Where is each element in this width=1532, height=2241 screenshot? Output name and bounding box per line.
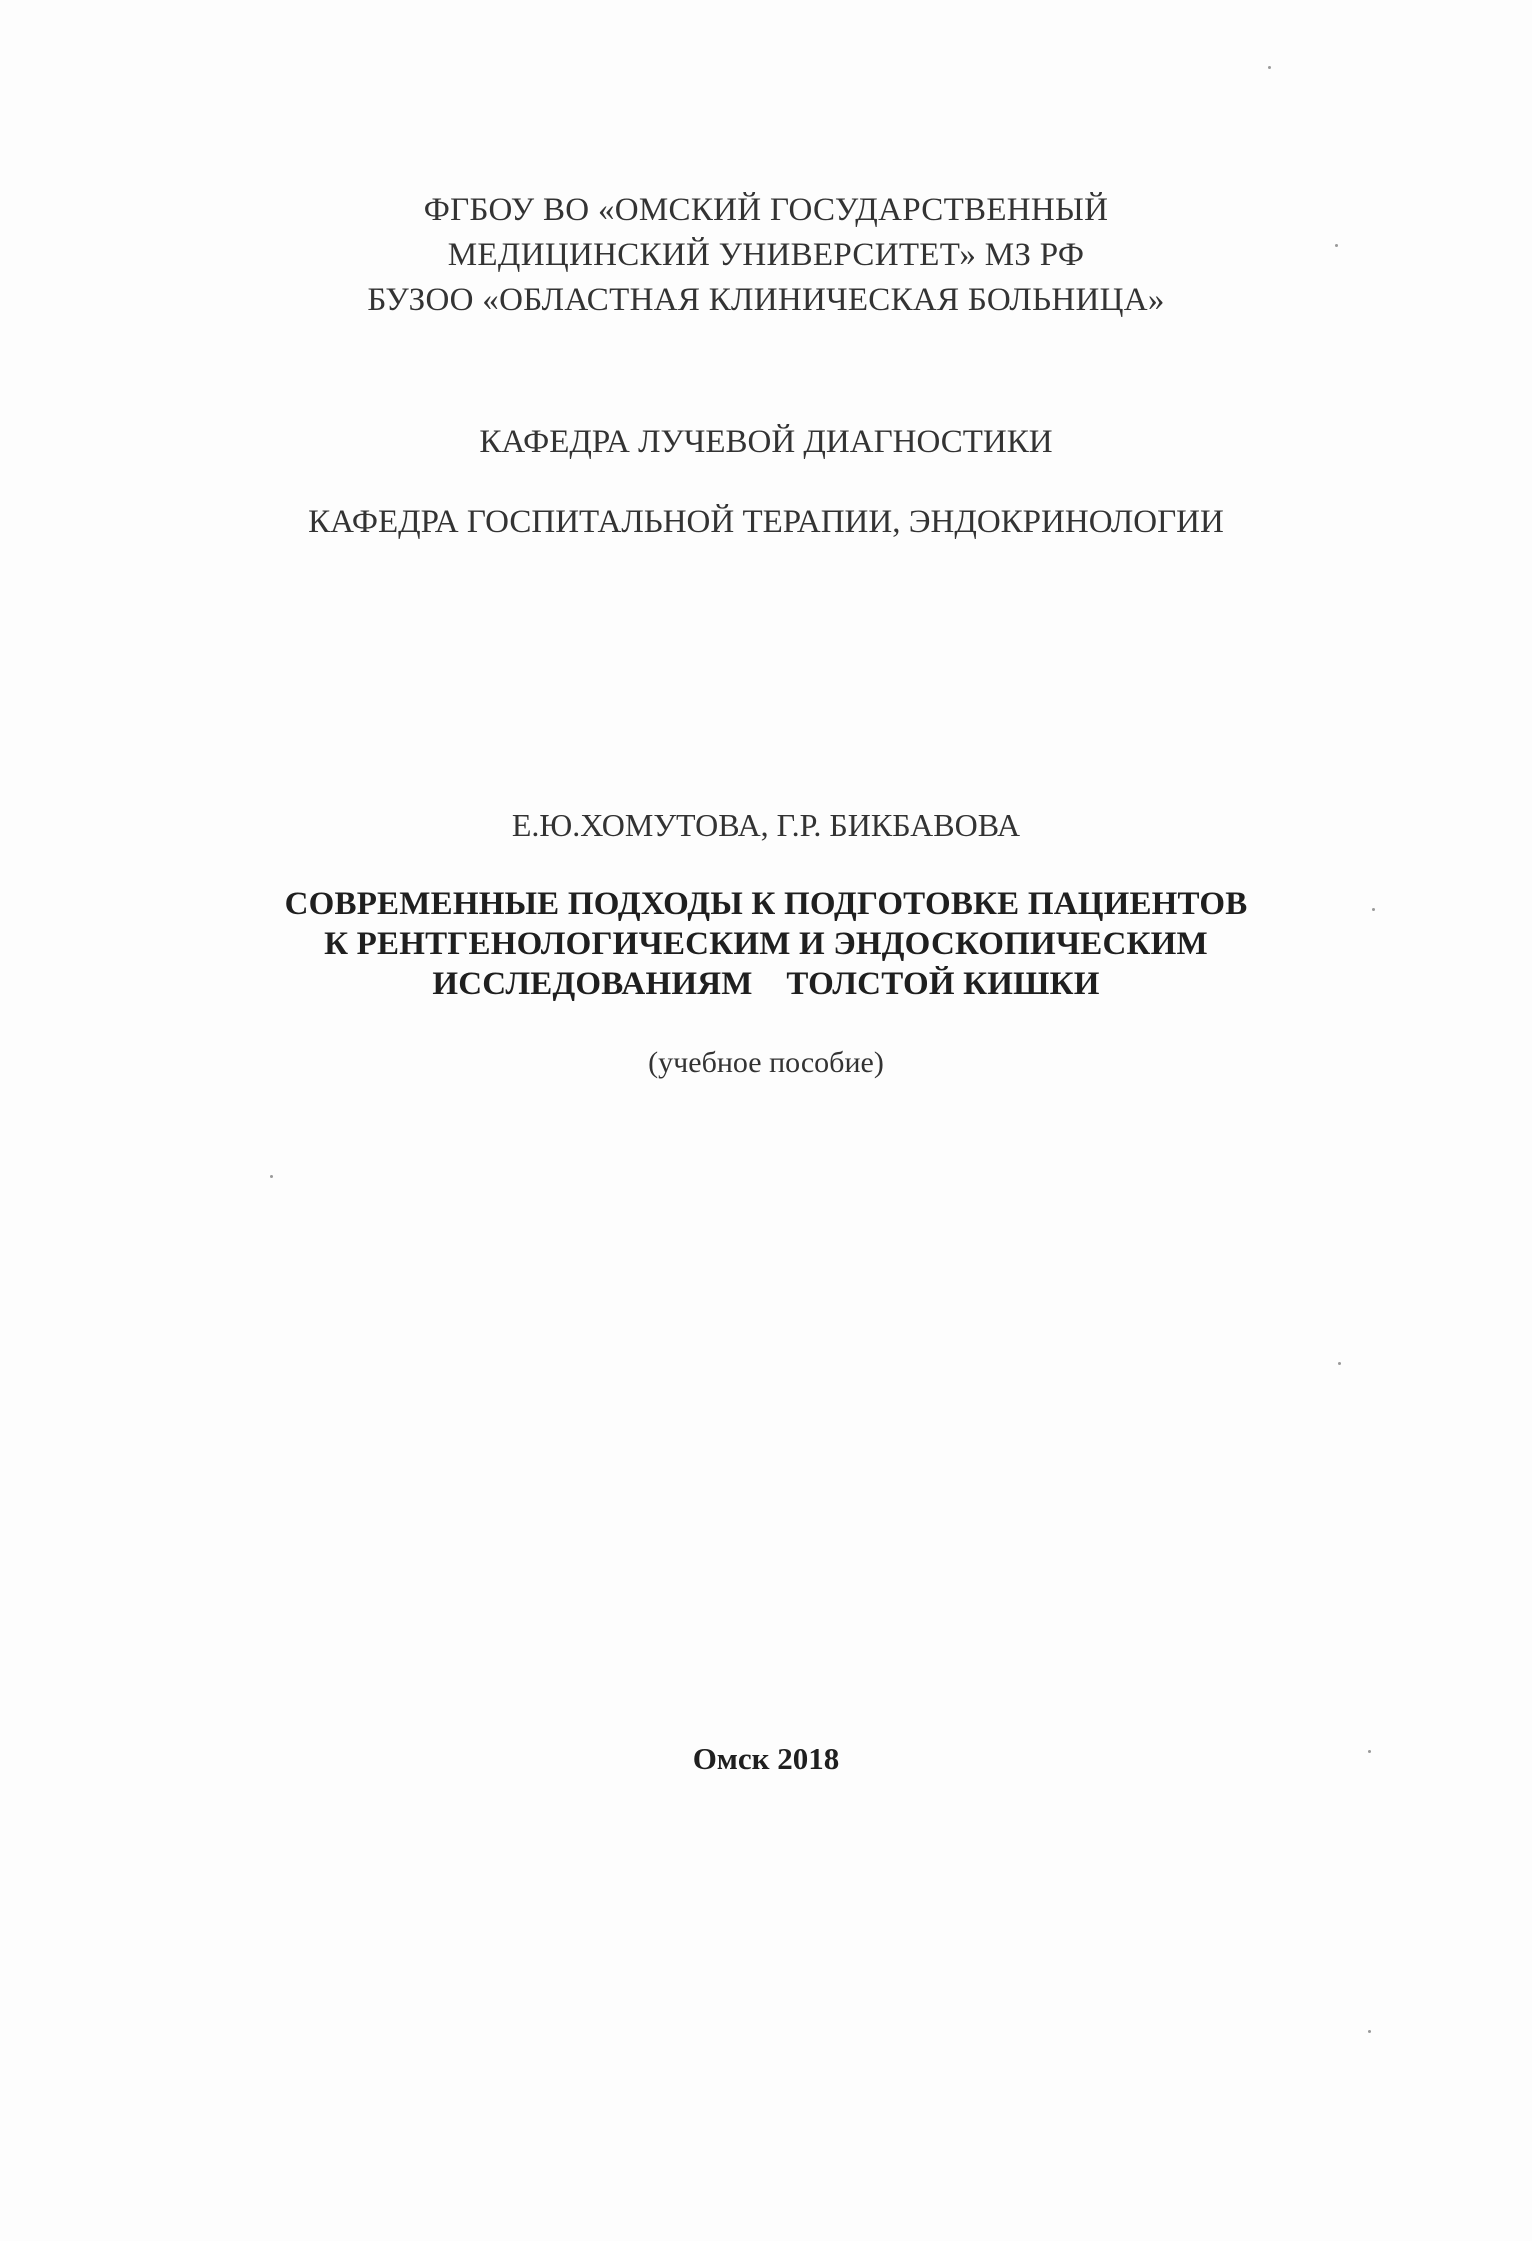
scan-speck bbox=[270, 1175, 273, 1178]
scan-speck bbox=[1268, 66, 1271, 69]
title-line: К РЕНТГЕНОЛОГИЧЕСКИМ И ЭНДОСКОПИЧЕСКИМ bbox=[324, 926, 1208, 962]
authors-text: Е.Ю.ХОМУТОВА, Г.Р. БИКБАВОВА bbox=[511, 807, 1021, 843]
scan-speck bbox=[1368, 1750, 1371, 1753]
department-name: КАФЕДРА ЛУЧЕВОЙ ДИАГНОСТИКИ bbox=[479, 424, 1053, 460]
title-line: СОВРЕМЕННЫЕ ПОДХОДЫ К ПОДГОТОВКЕ ПАЦИЕНТОВ bbox=[284, 886, 1248, 922]
city-year-text: Омск 2018 bbox=[692, 1741, 840, 1776]
institution-header bbox=[0, 188, 1532, 323]
department-name: КАФЕДРА ГОСПИТАЛЬНОЙ ТЕРАПИИ, ЭНДОКРИНОЛОГИИ bbox=[308, 504, 1224, 540]
institution-line: ФГБОУ ВО «ОМСКИЙ ГОСУДАРСТВЕННЫЙ bbox=[423, 192, 1109, 228]
scan-speck bbox=[1372, 908, 1375, 911]
institution-line: МЕДИЦИНСКИЙ УНИВЕРСИТЕТ» МЗ РФ bbox=[447, 237, 1085, 273]
institution-line: БУЗОО «ОБЛАСТНАЯ КЛИНИЧЕСКАЯ БОЛЬНИЦА» bbox=[367, 282, 1165, 318]
subtitle-text: (учебное пособие) bbox=[648, 1046, 884, 1079]
department-radiology bbox=[0, 420, 1532, 465]
title-line: ИССЛЕДОВАНИЯМ ТОЛСТОЙ КИШКИ bbox=[432, 966, 1100, 1002]
scan-speck bbox=[1335, 244, 1338, 247]
scan-speck bbox=[1338, 1362, 1341, 1365]
authors bbox=[0, 803, 1532, 847]
document-subtitle bbox=[0, 1043, 1532, 1083]
scan-speck bbox=[1368, 2030, 1371, 2033]
publication-place-year bbox=[0, 1738, 1532, 1780]
document-title bbox=[0, 884, 1532, 1004]
department-hospital-therapy bbox=[0, 500, 1532, 545]
